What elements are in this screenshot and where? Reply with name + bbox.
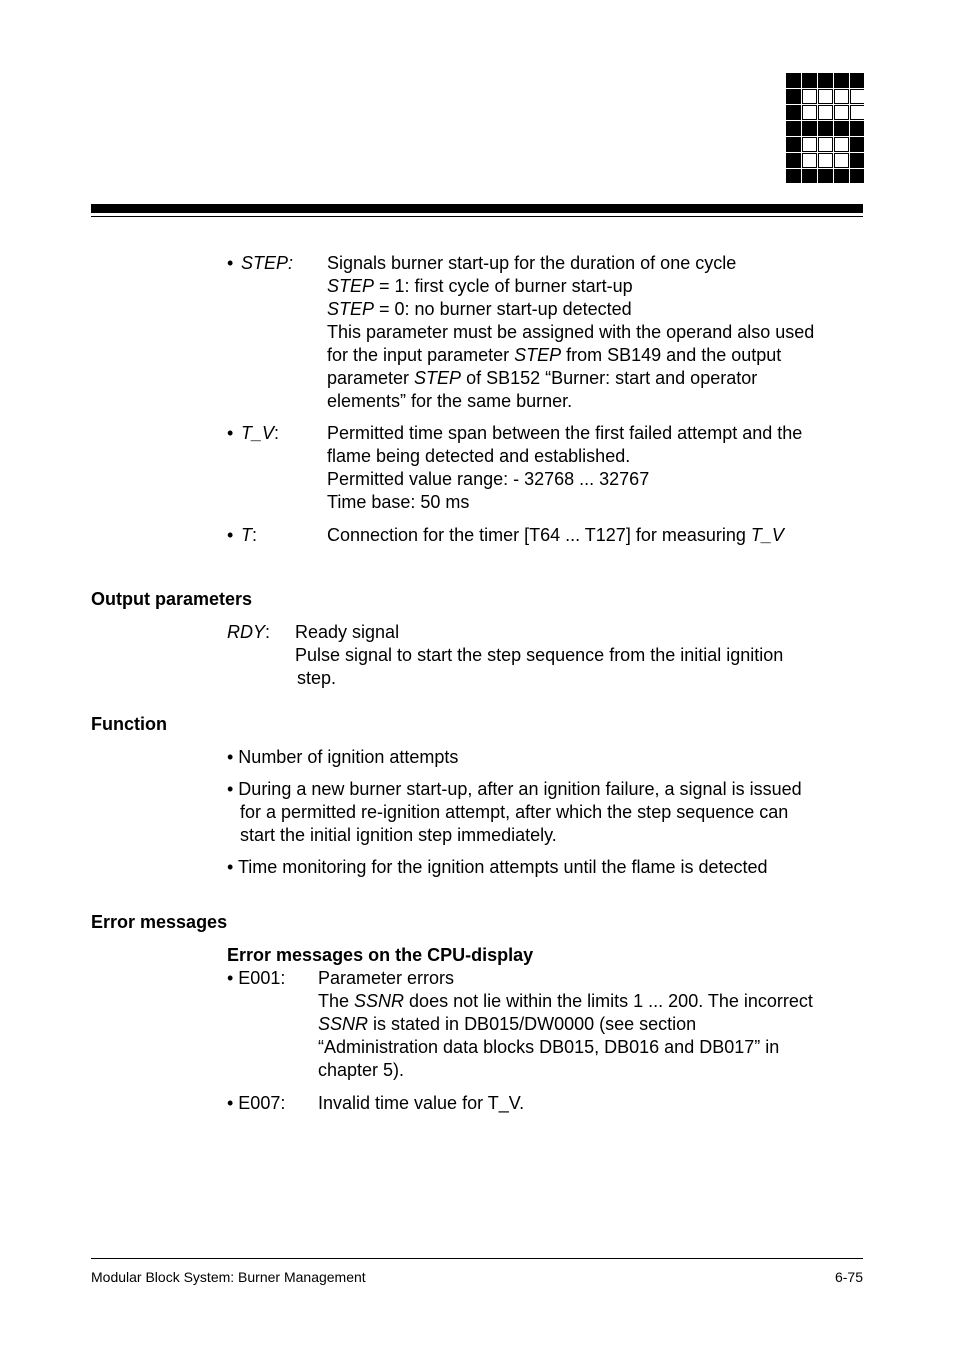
- logo-cell: [851, 90, 865, 104]
- logo-cell: [851, 122, 865, 136]
- logo-cell: [819, 154, 833, 168]
- param-term: T_V:: [241, 423, 280, 443]
- logo-cell: [803, 106, 817, 120]
- logo-cell: [787, 170, 801, 184]
- logo-cell: [835, 90, 849, 104]
- logo-cell: [835, 170, 849, 184]
- logo-cell: [803, 74, 817, 88]
- logo-cell: [787, 106, 801, 120]
- section-heading-output: Output parameters: [91, 589, 253, 609]
- function-bullet-3: • Time monitoring for the ignition attempts until the flame is detected: [227, 857, 768, 877]
- error-code: • E001:: [227, 968, 286, 988]
- param-term: T:: [241, 525, 258, 545]
- logo-cell: [787, 154, 801, 168]
- logo-cell: [803, 138, 817, 152]
- logo-cell: [851, 74, 865, 88]
- header-rule-thick: [91, 204, 863, 213]
- logo-grid: [787, 74, 865, 184]
- logo-cell: [803, 154, 817, 168]
- section-heading-errors: Error messages: [91, 912, 228, 932]
- logo-cell: [851, 106, 865, 120]
- subheading-cpu-display: Error messages on the CPU-display: [227, 945, 534, 965]
- logo-cell: [835, 106, 849, 120]
- logo-cell: [819, 170, 833, 184]
- logo-cell: [835, 154, 849, 168]
- bullet: •: [227, 525, 234, 545]
- function-bullet-1: • Number of ignition attempts: [227, 747, 459, 767]
- logo-cell: [851, 138, 865, 152]
- logo-cell: [803, 90, 817, 104]
- bullet: •: [227, 253, 234, 273]
- logo-cell: [851, 154, 865, 168]
- logo-cell: [787, 90, 801, 104]
- footer-title: Modular Block System: Burner Management: [91, 1269, 366, 1285]
- section-heading-function: Function: [91, 714, 167, 734]
- logo-cell: [819, 90, 833, 104]
- logo-cell: [787, 74, 801, 88]
- logo-cell: [819, 106, 833, 120]
- param-term: STEP:: [241, 253, 294, 273]
- bullet: •: [227, 423, 234, 443]
- param-term: RDY:: [227, 622, 271, 642]
- logo-cell: [819, 138, 833, 152]
- logo-cell: [819, 122, 833, 136]
- page-number: 6-75: [834, 1269, 863, 1285]
- logo-cell: [787, 122, 801, 136]
- logo-cell: [835, 74, 849, 88]
- footer-rule: [91, 1258, 863, 1259]
- chapter-grid-logo: [786, 73, 864, 183]
- error-code: • E007:: [227, 1093, 286, 1113]
- logo-cell: [803, 170, 817, 184]
- logo-cell: [835, 122, 849, 136]
- logo-cell: [787, 138, 801, 152]
- logo-cell: [803, 122, 817, 136]
- logo-cell: [819, 74, 833, 88]
- logo-cell: [851, 170, 865, 184]
- logo-cell: [835, 138, 849, 152]
- header-rule-thin: [91, 216, 863, 217]
